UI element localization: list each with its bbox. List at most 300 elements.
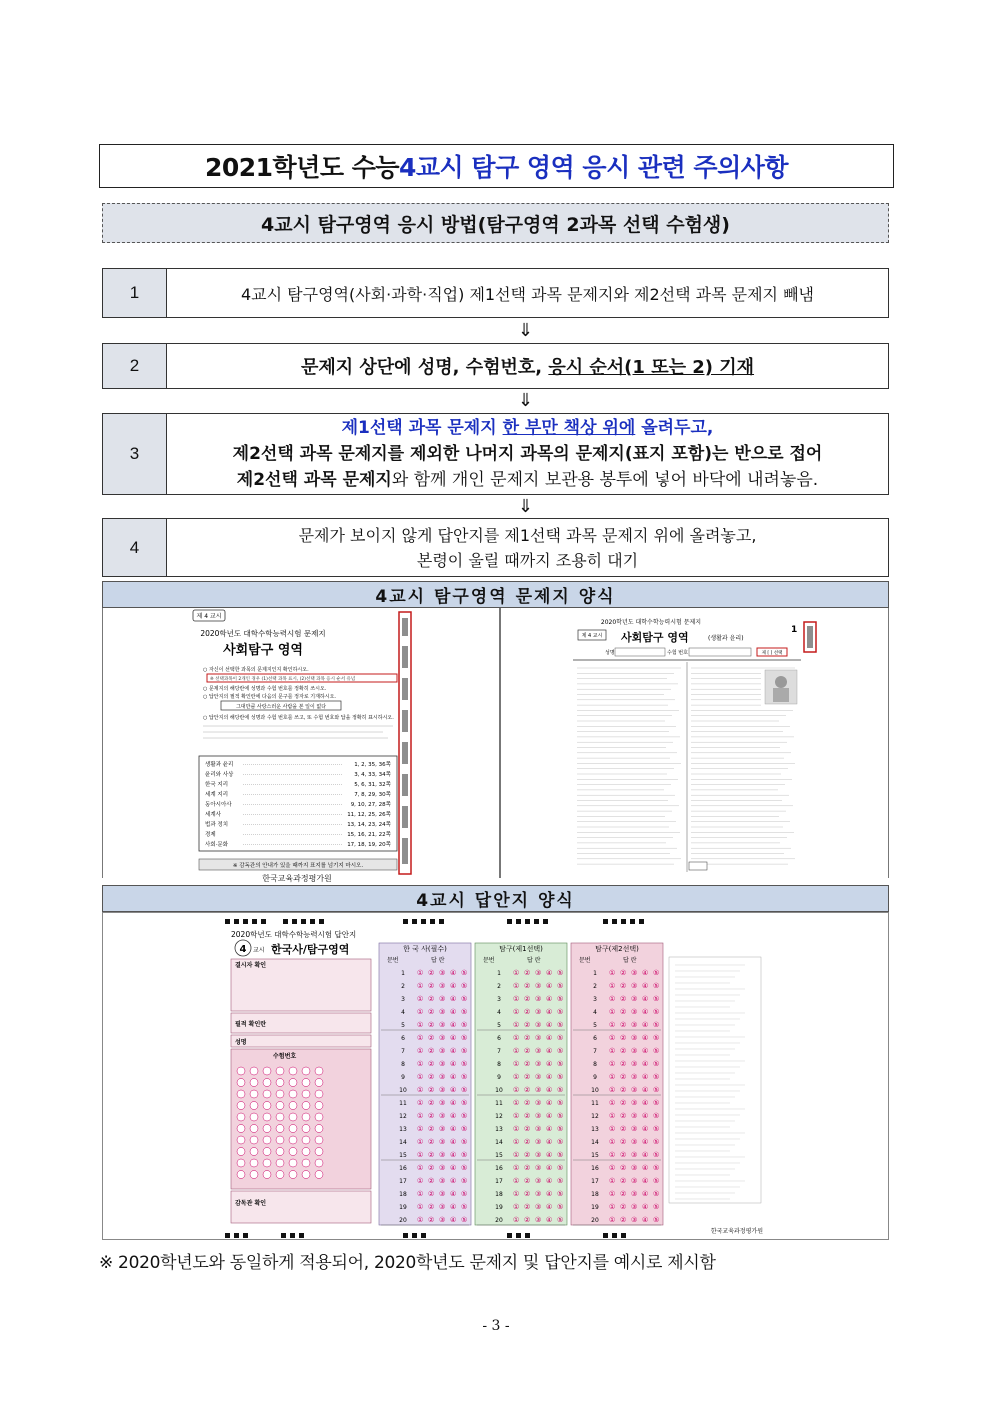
answer-choice: ① (609, 1021, 616, 1029)
answer-choice: ⑤ (461, 1047, 468, 1055)
answer-choice: ② (428, 1151, 435, 1159)
answer-choice: ① (513, 1203, 520, 1211)
answer-row-number: 17 (495, 1178, 503, 1185)
answer-left-label: 결시자 확인 (235, 962, 267, 969)
answer-choice: ③ (631, 995, 638, 1003)
answer-choice: ③ (439, 1008, 446, 1016)
answer-choice: ③ (439, 1138, 446, 1146)
cover-subject-pages: 1, 2, 35, 36쪽 (354, 762, 391, 768)
answer-choice: ① (609, 995, 616, 1003)
answer-row-number: 16 (399, 1165, 407, 1172)
answer-choice: ③ (535, 1099, 542, 1107)
answer-choice: ⑤ (653, 1190, 660, 1198)
answer-choice: ③ (535, 1086, 542, 1094)
answer-choice: ② (428, 1099, 435, 1107)
answer-choice: ④ (546, 982, 553, 990)
answer-row-number: 6 (401, 1035, 405, 1042)
answer-choice: ② (620, 1216, 627, 1224)
answer-row-number: 14 (495, 1139, 503, 1146)
step-number: 2 (103, 344, 167, 388)
cover-subject-name: 생활과 윤리 (205, 762, 234, 768)
answer-row-number: 15 (591, 1152, 599, 1159)
page-subsubject: (생활과 윤리) (708, 635, 744, 642)
step-text-underlined: 응시 순서(1 또는 2) 기재 (548, 357, 755, 378)
answer-choice: ② (524, 1216, 531, 1224)
answer-choice: ⑤ (557, 1203, 564, 1211)
answer-choice: ② (620, 1060, 627, 1068)
answer-choice: ④ (546, 1099, 553, 1107)
answer-choice: ⑤ (653, 1047, 660, 1055)
cover-footer-note: ※ 감독관의 안내가 있을 때까지 표지를 넘기지 마시오. (232, 863, 364, 869)
answer-choice: ③ (439, 1112, 446, 1120)
answer-choice: ④ (642, 1190, 649, 1198)
answer-choice: ④ (450, 1138, 457, 1146)
answer-choice: ③ (535, 1151, 542, 1159)
answer-choice: ④ (642, 1112, 649, 1120)
answer-choice: ⑤ (653, 1112, 660, 1120)
answer-col-head: 답 란 (431, 957, 445, 964)
answer-row-number: 12 (591, 1113, 599, 1120)
step-text-part: 와 함께 개인 문제지 보관용 봉투에 넣어 바닥에 내려놓음. (391, 470, 819, 490)
answer-publisher: 한국교육과정평가원 (710, 1228, 763, 1235)
answer-choice: ① (513, 1021, 520, 1029)
cover-subject: 사회탐구 영역 (223, 643, 303, 658)
answer-choice: ③ (631, 1177, 638, 1185)
answer-choice: ④ (450, 1034, 457, 1042)
cover-subject-pages: 9, 10, 27, 28쪽 (350, 802, 391, 808)
cover-subject-name: 사회·문화 (205, 842, 229, 848)
answer-row-number: 12 (399, 1113, 407, 1120)
down-arrow-icon: ⇓ (518, 390, 534, 411)
answer-row-number: 8 (593, 1061, 597, 1068)
answer-choice: ① (513, 1216, 520, 1224)
answer-row-number: 11 (399, 1100, 407, 1107)
exam-page-sample (500, 608, 889, 878)
answer-left-label: 성명 (235, 1039, 247, 1046)
answer-choice: ② (428, 1190, 435, 1198)
answer-choice: ④ (546, 1060, 553, 1068)
answer-choice: ⑤ (653, 1138, 660, 1146)
answer-choice: ④ (450, 1008, 457, 1016)
answer-row-number: 5 (497, 1022, 501, 1029)
answer-choice: ① (513, 1164, 520, 1172)
answer-choice: ④ (450, 1177, 457, 1185)
page-id-label: 수험 번호 (667, 650, 688, 656)
answer-choice: ③ (535, 1138, 542, 1146)
answer-left-label: 필적 확인란 (235, 1021, 267, 1028)
answer-choice: ③ (535, 1203, 542, 1211)
page-order: 제 [ ] 선택 (761, 651, 783, 656)
answer-choice: ② (524, 995, 531, 1003)
answer-choice: ① (513, 1047, 520, 1055)
answer-choice: ① (513, 1099, 520, 1107)
answer-choice: ③ (631, 1125, 638, 1133)
answer-choice: ⑤ (461, 1125, 468, 1133)
answer-row-number: 18 (591, 1191, 599, 1198)
answer-choice: ② (428, 1060, 435, 1068)
answer-choice: ④ (642, 1164, 649, 1172)
answer-choice: ③ (631, 1060, 638, 1068)
answer-choice: ① (609, 1177, 616, 1185)
answer-choice: ① (417, 995, 424, 1003)
step-3 (102, 413, 889, 495)
answer-choice: ① (513, 1112, 520, 1120)
answer-col-head: 문번 (483, 957, 495, 964)
answer-section-title: 한 국 사(필수) (403, 945, 447, 953)
answer-choice: ① (609, 1086, 616, 1094)
answer-choice: ① (513, 1190, 520, 1198)
answer-choice: ④ (642, 995, 649, 1003)
answer-row-number: 12 (495, 1113, 503, 1120)
answer-choice: ③ (439, 1190, 446, 1198)
answer-choice: ③ (439, 1034, 446, 1042)
answer-row-number: 16 (591, 1165, 599, 1172)
answer-choice: ④ (546, 1125, 553, 1133)
answer-choice: ③ (439, 1177, 446, 1185)
answer-choice: ② (620, 1164, 627, 1172)
exam-page-illustration (501, 608, 890, 878)
answer-choice: ① (417, 1216, 424, 1224)
answer-choice: ② (524, 1099, 531, 1107)
answer-choice: ④ (450, 1047, 457, 1055)
answer-left-label: 감독관 확인 (235, 1200, 267, 1207)
cover-subject-name: 동아시아사 (205, 802, 232, 808)
answer-choice: ④ (642, 1151, 649, 1159)
answer-choice: ② (524, 1047, 531, 1055)
answer-choice: ④ (450, 1203, 457, 1211)
answer-choice: ⑤ (557, 1073, 564, 1081)
section-subtitle: 4교시 탐구영역 응시 방법(탐구영역 2과목 선택 수험생) (102, 203, 889, 243)
answer-row-number: 14 (591, 1139, 599, 1146)
step-number: 3 (103, 414, 167, 494)
answer-choice: ④ (642, 1216, 649, 1224)
answer-choice: ③ (535, 1008, 542, 1016)
answer-choice: ⑤ (461, 1112, 468, 1120)
answer-choice: ⑤ (653, 1073, 660, 1081)
answer-row-number: 10 (591, 1087, 599, 1094)
answer-choice: ⑤ (557, 1047, 564, 1055)
answer-choice: ⑤ (653, 1008, 660, 1016)
answer-choice: ③ (535, 995, 542, 1003)
answer-choice: ③ (535, 1216, 542, 1224)
cover-note: ○ 답안지의 필적 확인란에 다음의 문구를 정자로 기재하시오. (203, 694, 337, 700)
page-tag: 제 4 교시 (581, 633, 603, 639)
answer-choice: ④ (642, 1177, 649, 1185)
cover-publisher: 한국교육과정평가원 (262, 874, 332, 883)
answer-choice: ④ (642, 982, 649, 990)
answer-choice: ⑤ (461, 1203, 468, 1211)
answer-choice: ② (428, 1164, 435, 1172)
answer-choice: ⑤ (653, 969, 660, 977)
answer-choice: ④ (450, 1216, 457, 1224)
answer-choice: ② (428, 1034, 435, 1042)
answer-choice: ① (609, 1151, 616, 1159)
answer-row-number: 1 (401, 970, 405, 977)
answer-choice: ① (513, 1086, 520, 1094)
answer-choice: ④ (450, 1086, 457, 1094)
answer-choice: ⑤ (653, 1216, 660, 1224)
answer-choice: ② (524, 1008, 531, 1016)
answer-choice: ② (524, 1151, 531, 1159)
answer-choice: ① (513, 1034, 520, 1042)
answer-choice: ④ (450, 995, 457, 1003)
answer-choice: ① (609, 1034, 616, 1042)
answer-sheet-illustration (103, 913, 890, 1241)
answer-choice: ⑤ (461, 1086, 468, 1094)
answer-row-number: 8 (401, 1061, 405, 1068)
cover-subject-pages: 13, 14, 23, 24쪽 (347, 822, 391, 828)
answer-choice: ① (609, 1216, 616, 1224)
answer-row-number: 19 (399, 1204, 407, 1211)
answer-choice: ② (620, 1151, 627, 1159)
answer-choice: ④ (450, 1112, 457, 1120)
answer-row-number: 13 (591, 1126, 599, 1133)
answer-col-head: 답 란 (623, 957, 637, 964)
answer-choice: ⑤ (653, 1060, 660, 1068)
answer-choice: ③ (439, 1203, 446, 1211)
answer-choice: ⑤ (461, 1008, 468, 1016)
answer-choice: ③ (535, 1177, 542, 1185)
answer-choice: ③ (631, 1021, 638, 1029)
answer-row-number: 19 (591, 1204, 599, 1211)
answer-choice: ① (417, 1138, 424, 1146)
answer-choice: ⑤ (557, 982, 564, 990)
answer-choice: ③ (439, 1099, 446, 1107)
answer-choice: ③ (631, 1138, 638, 1146)
step-text-line: 문제가 보이지 않게 답안지를 제1선택 과목 문제지 위에 올려놓고, (298, 525, 757, 545)
answer-choice: ① (609, 1203, 616, 1211)
down-arrow-icon: ⇓ (518, 320, 534, 341)
exam-cover-sample (102, 608, 500, 878)
answer-choice: ④ (450, 1021, 457, 1029)
answer-choice: ② (428, 1008, 435, 1016)
answer-choice: ① (417, 1099, 424, 1107)
answer-choice: ③ (631, 1034, 638, 1042)
answer-choice: ⑤ (461, 1216, 468, 1224)
answer-row-number: 8 (497, 1061, 501, 1068)
answer-choice: ⑤ (557, 1216, 564, 1224)
answer-row-number: 15 (399, 1152, 407, 1159)
answer-choice: ① (513, 969, 520, 977)
answer-row-number: 14 (399, 1139, 407, 1146)
answer-row-number: 7 (593, 1048, 597, 1055)
document-title (99, 144, 894, 188)
answer-choice: ④ (546, 1190, 553, 1198)
exam-cover-illustration (103, 608, 501, 878)
answer-col-head: 문번 (579, 957, 591, 964)
answer-choice: ① (609, 1138, 616, 1146)
answer-choice: ④ (642, 1138, 649, 1146)
answer-row-number: 18 (399, 1191, 407, 1198)
answer-row-number: 9 (497, 1074, 501, 1081)
answer-choice: ③ (439, 1073, 446, 1081)
answer-row-number: 2 (497, 983, 501, 990)
answer-choice: ① (417, 1034, 424, 1042)
answer-choice: ① (513, 1008, 520, 1016)
answer-left-label: 수험번호 (273, 1053, 297, 1060)
answer-choice: ① (609, 1099, 616, 1107)
answer-choice: ④ (450, 1125, 457, 1133)
answer-row-number: 20 (399, 1217, 407, 1224)
cover-subject-pages: 7, 8, 29, 30쪽 (354, 792, 391, 798)
answer-choice: ② (524, 1112, 531, 1120)
answer-choice: ② (620, 1008, 627, 1016)
answer-choice: ① (417, 1060, 424, 1068)
answer-row-number: 2 (593, 983, 597, 990)
answer-choice: ② (524, 982, 531, 990)
answer-choice: ① (609, 1073, 616, 1081)
answer-choice: ② (428, 1021, 435, 1029)
answer-choice: ④ (546, 1073, 553, 1081)
step-4 (102, 518, 889, 577)
answer-row-number: 9 (593, 1074, 597, 1081)
answer-choice: ⑤ (653, 1021, 660, 1029)
answer-choice: ③ (631, 1190, 638, 1198)
answer-choice: ⑤ (557, 1164, 564, 1172)
answer-choice: ① (513, 1151, 520, 1159)
answer-choice: ④ (546, 1112, 553, 1120)
answer-choice: ⑤ (653, 1151, 660, 1159)
answer-choice: ② (428, 1073, 435, 1081)
answer-choice: ④ (450, 1073, 457, 1081)
answer-choice: ② (620, 1073, 627, 1081)
answer-choice: ① (609, 1164, 616, 1172)
cover-subject-name: 세계 지리 (205, 792, 229, 798)
answer-choice: ② (524, 1021, 531, 1029)
answer-choice: ② (524, 1177, 531, 1185)
answer-row-number: 5 (593, 1022, 597, 1029)
answer-choice: ③ (631, 1073, 638, 1081)
answer-row-number: 7 (497, 1048, 501, 1055)
answer-choice: ⑤ (653, 1034, 660, 1042)
answer-choice: ⑤ (461, 1060, 468, 1068)
answer-choice: ⑤ (653, 1203, 660, 1211)
answer-choice: ④ (546, 1008, 553, 1016)
answer-choice: ⑤ (557, 995, 564, 1003)
answer-period-label: 교시 (253, 947, 265, 954)
down-arrow-icon: ⇓ (518, 496, 534, 517)
answer-choice: ④ (450, 1164, 457, 1172)
answer-choice: ① (417, 1177, 424, 1185)
answer-choice: ⑤ (461, 1190, 468, 1198)
cover-subject-pages: 5, 6, 31, 32쪽 (354, 782, 391, 788)
step-text: 4교시 탐구영역(사회·과학·직업) 제1선택 과목 문제지와 제2선택 과목 문제지 빼냄 (240, 284, 815, 304)
answer-choice: ② (620, 969, 627, 977)
answer-choice: ① (417, 1021, 424, 1029)
answer-choice: ④ (546, 1047, 553, 1055)
answer-choice: ④ (546, 969, 553, 977)
answer-choice: ③ (631, 1203, 638, 1211)
answer-row-number: 7 (401, 1048, 405, 1055)
answer-choice: ② (524, 1034, 531, 1042)
answer-choice: ① (513, 1177, 520, 1185)
step-text-part: 제2선택 과목 문제지 (236, 470, 392, 490)
answer-choice: ① (513, 995, 520, 1003)
answer-header: 2020학년도 대학수학능력시험 답안지 (231, 930, 357, 939)
answer-choice: ⑤ (557, 1021, 564, 1029)
answer-choice: ① (417, 1125, 424, 1133)
answer-choice: ① (417, 1151, 424, 1159)
answer-choice: ⑤ (557, 1034, 564, 1042)
answer-choice: ② (524, 1138, 531, 1146)
answer-choice: ③ (535, 1164, 542, 1172)
answer-choice: ⑤ (461, 969, 468, 977)
cover-boxed-phrase: 그대만큼 사랑스러운 사람을 본 일이 없다 (235, 704, 327, 710)
answer-choice: ⑤ (653, 1086, 660, 1094)
cover-subject-pages: 17, 18, 19, 20쪽 (347, 842, 391, 848)
cover-header: 2020학년도 대학수학능력시험 문제지 (200, 629, 326, 638)
answer-choice: ⑤ (557, 969, 564, 977)
answer-choice: ④ (642, 1073, 649, 1081)
answer-row-number: 3 (593, 996, 597, 1003)
answer-choice: ② (428, 1125, 435, 1133)
answer-choice: ④ (642, 1125, 649, 1133)
answer-choice: ⑤ (461, 1138, 468, 1146)
answer-choice: ⑤ (653, 1125, 660, 1133)
answer-choice: ③ (439, 1021, 446, 1029)
answer-choice: ⑤ (557, 1138, 564, 1146)
cover-note: ○ 문제지의 해당란에 성명과 수험 번호를 정확히 쓰시오. (203, 686, 327, 692)
answer-choice: ① (417, 982, 424, 990)
answer-row-number: 3 (401, 996, 405, 1003)
answer-row-number: 4 (497, 1009, 501, 1016)
answer-choice: ③ (535, 1047, 542, 1055)
answer-choice: ③ (535, 1125, 542, 1133)
answer-choice: ① (417, 1112, 424, 1120)
answer-choice: ⑤ (461, 1073, 468, 1081)
answer-choice: ② (524, 1203, 531, 1211)
answer-choice: ③ (535, 1112, 542, 1120)
answer-col-head: 문번 (387, 957, 399, 964)
page-number-sample: 1 (791, 625, 798, 635)
answer-row-number: 6 (497, 1035, 501, 1042)
answer-choice: ④ (450, 969, 457, 977)
answer-choice: ① (609, 982, 616, 990)
answer-choice: ③ (631, 1008, 638, 1016)
answer-choice: ⑤ (461, 1164, 468, 1172)
answer-row-number: 18 (495, 1191, 503, 1198)
step-text (167, 519, 888, 576)
answer-choice: ⑤ (557, 1060, 564, 1068)
answer-choice: ③ (535, 1073, 542, 1081)
answer-choice: ① (513, 1125, 520, 1133)
answer-choice: ① (513, 1073, 520, 1081)
answer-choice: ④ (546, 1177, 553, 1185)
cover-subject-pages: 11, 12, 25, 26쪽 (347, 812, 391, 818)
answer-choice: ⑤ (653, 1177, 660, 1185)
answer-choice: ② (620, 1099, 627, 1107)
answer-section-title: 탐구(제2선택) (595, 945, 639, 953)
step-2 (102, 343, 889, 389)
answer-row-number: 3 (497, 996, 501, 1003)
answer-row-number: 13 (399, 1126, 407, 1133)
answer-choice: ② (428, 982, 435, 990)
step-text-line: 제2선택 과목 문제지를 제외한 나머지 과목의 문제지(표지 포함)는 반으로 접어 (232, 444, 823, 464)
answer-choice: ④ (642, 1060, 649, 1068)
answer-row-number: 13 (495, 1126, 503, 1133)
answer-choice: ④ (546, 1203, 553, 1211)
answer-choice: ② (428, 1112, 435, 1120)
answer-choice: ④ (546, 1216, 553, 1224)
answer-choice: ③ (631, 1047, 638, 1055)
answer-choice: ③ (535, 969, 542, 977)
answer-choice: ③ (631, 1086, 638, 1094)
answer-choice: ② (524, 1086, 531, 1094)
answer-choice: ④ (642, 1086, 649, 1094)
answer-row-number: 5 (401, 1022, 405, 1029)
answer-choice: ⑤ (557, 1086, 564, 1094)
answer-choice: ④ (642, 1021, 649, 1029)
